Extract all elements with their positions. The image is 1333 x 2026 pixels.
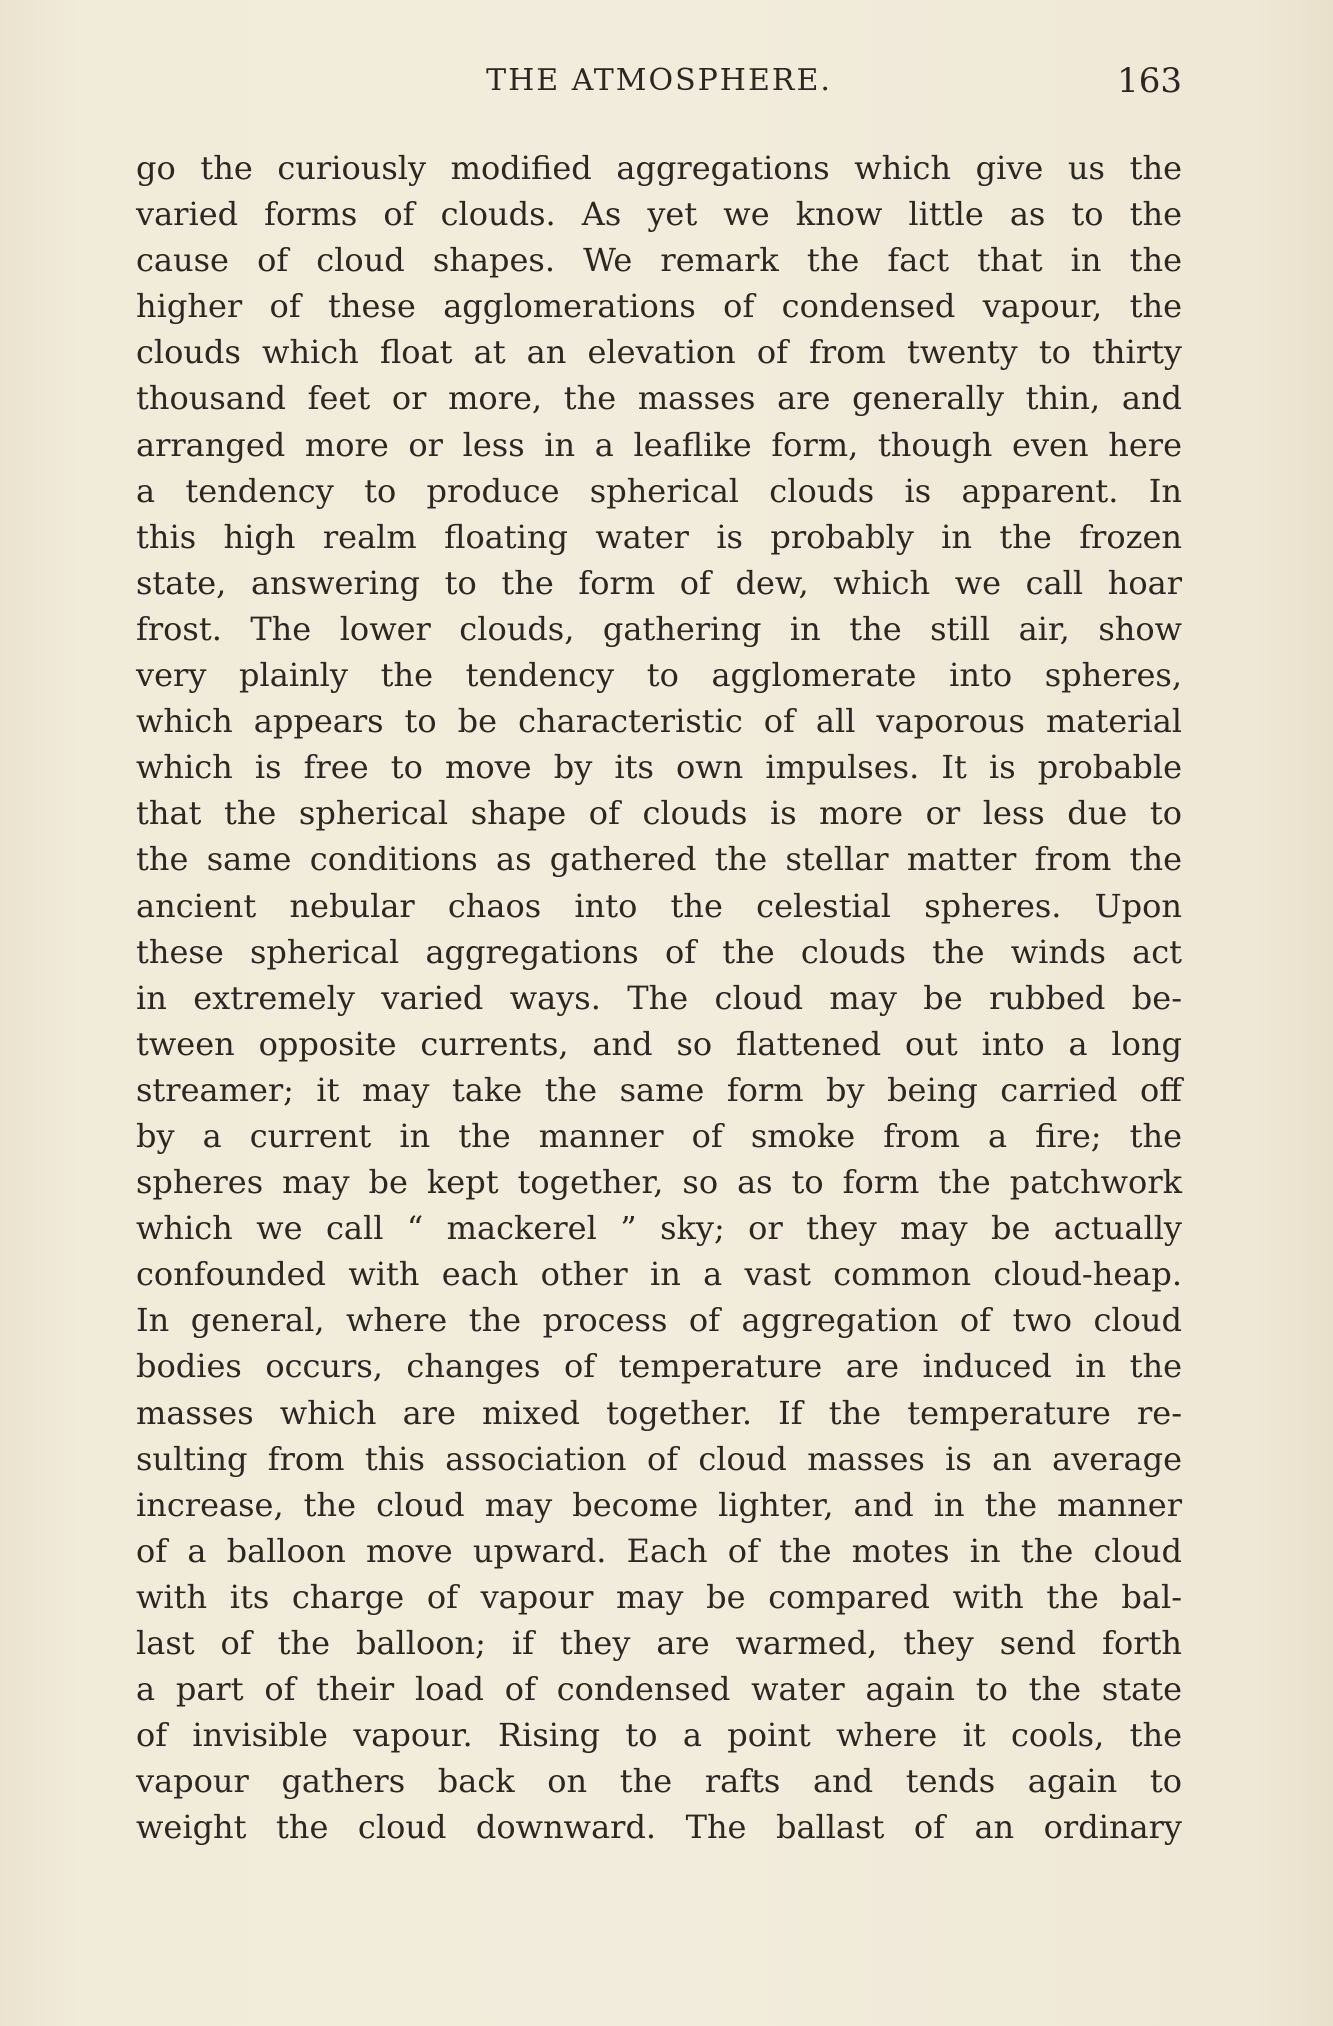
text-line: which is free to move by its own impulses. It is probable [136, 748, 1182, 787]
text-line: these spherical aggregations of the clouds the winds act [136, 932, 1182, 971]
body-text [136, 145, 1182, 1850]
text-line: ancient nebular chaos into the celestial spheres. Upon [136, 886, 1182, 925]
text-line: a tendency to produce spherical clouds is apparent. In [136, 471, 1182, 510]
running-head [136, 58, 1182, 104]
text-line: which we call “ mackerel ” sky; or they may be actually [136, 1209, 1182, 1248]
text-line: spheres may be kept together, so as to form the patchwork [136, 1163, 1182, 1202]
text-line: thousand feet or more, the masses are generally thin, and [136, 379, 1182, 418]
text-line: vapour gathers back on the rafts and tends again to [136, 1762, 1182, 1801]
text-line: state, answering to the form of dew, which we call hoar [136, 563, 1182, 602]
text-line: frost. The lower clouds, gathering in the still air, show [136, 609, 1182, 648]
text-line: with its charge of vapour may be compared with the bal- [136, 1577, 1182, 1616]
text-line: clouds which float at an elevation of from twenty to thirty [136, 333, 1182, 372]
text-line: higher of these agglomerations of condensed vapour, the [136, 287, 1182, 326]
text-line: which appears to be characteristic of all vaporous material [136, 702, 1182, 741]
text-line: very plainly the tendency to agglomerate into spheres, [136, 656, 1182, 695]
text-line: that the spherical shape of clouds is more or less due to [136, 794, 1182, 833]
text-line: cause of cloud shapes. We remark the fact that in the [136, 241, 1182, 280]
running-title: THE ATMOSPHERE. [486, 63, 832, 98]
text-line: of invisible vapour. Rising to a point where it cools, the [136, 1716, 1182, 1755]
text-line: sulting from this association of cloud masses is an average [136, 1439, 1182, 1478]
text-line: of a balloon move upward. Each of the motes in the cloud [136, 1531, 1182, 1570]
page-number: 163 [1117, 61, 1182, 101]
text-line: arranged more or less in a leaflike form, though even here [136, 425, 1182, 464]
text-line: tween opposite currents, and so flattened out into a long [136, 1024, 1182, 1063]
text-line: go the curiously modified aggregations which give us the [136, 149, 1182, 187]
text-line: weight the cloud downward. The ballast of an ordinary [136, 1808, 1182, 1847]
text-line: increase, the cloud may become lighter, and in the manner [136, 1485, 1182, 1524]
text-line: streamer; it may take the same form by being carried off [136, 1070, 1182, 1109]
text-line: confounded with each other in a vast common cloud-heap. [136, 1255, 1182, 1294]
text-line: this high realm floating water is probably in the frozen [136, 517, 1182, 556]
text-line: a part of their load of condensed water again to the state [136, 1670, 1182, 1709]
text-line: in extremely varied ways. The cloud may be rubbed be- [136, 978, 1182, 1017]
text-line: by a current in the manner of smoke from a fire; the [136, 1116, 1182, 1155]
text-line: masses which are mixed together. If the temperature re- [136, 1393, 1182, 1432]
text-line: varied forms of clouds. As yet we know little as to the [136, 195, 1182, 234]
text-line: bodies occurs, changes of temperature are induced in the [136, 1347, 1182, 1386]
text-line: In general, where the process of aggregation of two cloud [136, 1301, 1182, 1340]
text-line: the same conditions as gathered the stellar matter from the [136, 840, 1182, 879]
text-line: last of the balloon; if they are warmed, they send forth [136, 1624, 1182, 1662]
